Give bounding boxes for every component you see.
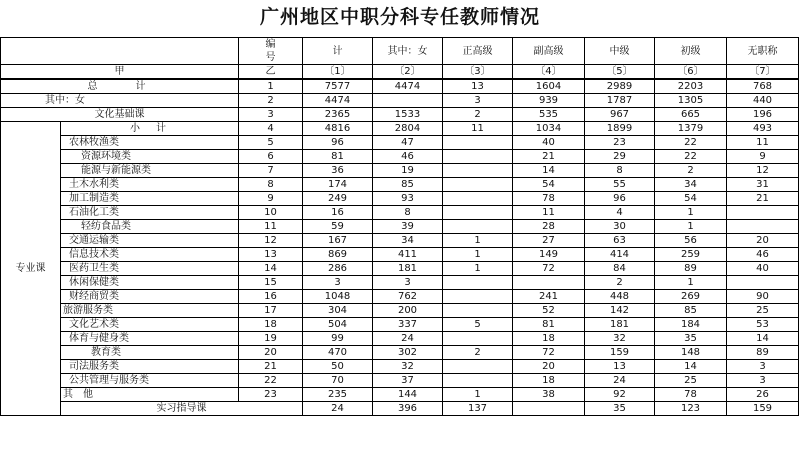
row-label[interactable]: 实习指导课 (61, 402, 303, 416)
row-label[interactable]: 农林牧渔类 (61, 136, 239, 150)
cell-intermediate[interactable]: 123 (655, 402, 727, 416)
table-row (1, 234, 799, 248)
cell-junior[interactable]: 54 (655, 192, 727, 206)
row-number[interactable]: 22 (239, 374, 303, 388)
cell-total[interactable]: 869 (303, 248, 373, 262)
subheader-yi-cell[interactable]: 乙 (239, 65, 303, 80)
table-row (1, 164, 799, 178)
cell-female[interactable]: 47 (373, 136, 443, 150)
cell-senior-full[interactable] (443, 360, 513, 374)
cell-total[interactable]: 1048 (303, 290, 373, 304)
table-row (1, 122, 799, 136)
row-number[interactable]: 20 (239, 346, 303, 360)
cell-senior-full[interactable]: 5 (443, 318, 513, 332)
cell-senior-full[interactable] (443, 374, 513, 388)
cell-intermediate[interactable]: 2989 (585, 79, 655, 94)
header-serial-cell[interactable] (239, 38, 303, 65)
header-col-senior-full[interactable]: 正高级 (443, 38, 513, 65)
table-row (1, 108, 799, 122)
row-number[interactable]: 12 (239, 234, 303, 248)
cell-senior-full[interactable] (443, 150, 513, 164)
cell-female[interactable]: 302 (373, 346, 443, 360)
cell-total[interactable]: 96 (303, 136, 373, 150)
subheader-code-5[interactable]: 〔5〕 (585, 65, 655, 80)
table-row (1, 150, 799, 164)
cell-female[interactable]: 39 (373, 220, 443, 234)
cell-total[interactable]: 70 (303, 374, 373, 388)
cell-female[interactable]: 144 (373, 388, 443, 402)
table-title: 广州地区中职分科专任教师情况 (259, 6, 540, 28)
cell-untitled[interactable] (727, 220, 799, 234)
cell-junior[interactable]: 665 (655, 108, 727, 122)
cell-total[interactable]: 4816 (303, 122, 373, 136)
table-row (1, 276, 799, 290)
row-label[interactable]: 能源与新能源类 (61, 164, 239, 178)
cell-female[interactable]: 137 (443, 402, 513, 416)
table-row (1, 374, 799, 388)
cell-senior-associate[interactable]: 81 (513, 318, 585, 332)
cell-senior-full[interactable] (443, 164, 513, 178)
table-row (1, 178, 799, 192)
cell-senior-full[interactable]: 1 (443, 388, 513, 402)
cell-intermediate[interactable]: 4 (585, 206, 655, 220)
cell-intermediate[interactable]: 96 (585, 192, 655, 206)
row-label[interactable]: 石油化工类 (61, 206, 239, 220)
cell-untitled[interactable]: 11 (727, 136, 799, 150)
row-number[interactable]: 21 (239, 360, 303, 374)
cell-female[interactable]: 4474 (373, 79, 443, 94)
header-col-intermediate[interactable]: 中级 (585, 38, 655, 65)
cell-junior[interactable]: 1305 (655, 94, 727, 108)
table-row (1, 318, 799, 332)
cell-female[interactable]: 2804 (373, 122, 443, 136)
header-row (1, 38, 799, 65)
cell-senior-associate[interactable]: 21 (513, 150, 585, 164)
table-row (1, 402, 799, 416)
cell-intermediate[interactable]: 1787 (585, 94, 655, 108)
subheader-code-3[interactable]: 〔3〕 (443, 65, 513, 80)
cell-female[interactable]: 1533 (373, 108, 443, 122)
header-blank-cell[interactable] (1, 38, 239, 65)
cell-junior[interactable]: 14 (655, 360, 727, 374)
row-number[interactable]: 10 (239, 206, 303, 220)
cell-senior-associate[interactable]: 72 (513, 262, 585, 276)
cell-junior[interactable]: 1 (655, 220, 727, 234)
cell-junior[interactable]: 2203 (655, 79, 727, 94)
cell-female[interactable]: 85 (373, 178, 443, 192)
row-label[interactable]: 文化基础课 (1, 108, 239, 122)
row-label[interactable]: 资源环境类 (61, 150, 239, 164)
cell-intermediate[interactable]: 142 (585, 304, 655, 318)
cell-junior[interactable]: 159 (727, 402, 799, 416)
cell-senior-associate[interactable]: 40 (513, 136, 585, 150)
cell-intermediate[interactable]: 2 (585, 276, 655, 290)
cell-senior-full[interactable] (443, 220, 513, 234)
cell-intermediate[interactable]: 159 (585, 346, 655, 360)
table-row (1, 79, 799, 94)
cell-intermediate[interactable]: 29 (585, 150, 655, 164)
cell-untitled[interactable]: 90 (727, 290, 799, 304)
subheader-jia-cell[interactable]: 甲 (1, 65, 239, 80)
table-row (1, 136, 799, 150)
cell-senior-full[interactable] (443, 332, 513, 346)
row-number[interactable]: 14 (239, 262, 303, 276)
cell-junior[interactable]: 1 (655, 276, 727, 290)
row-number[interactable]: 15 (239, 276, 303, 290)
table-row (1, 262, 799, 276)
cell-untitled[interactable] (727, 276, 799, 290)
cell-senior-full[interactable] (443, 206, 513, 220)
cell-untitled[interactable]: 20 (727, 234, 799, 248)
cell-junior[interactable]: 56 (655, 234, 727, 248)
cell-junior[interactable]: 1379 (655, 122, 727, 136)
cell-junior[interactable]: 22 (655, 136, 727, 150)
cell-intermediate[interactable]: 24 (585, 374, 655, 388)
cell-intermediate[interactable]: 63 (585, 234, 655, 248)
header-col-female[interactable]: 其中：女 (373, 38, 443, 65)
row-number[interactable]: 19 (239, 332, 303, 346)
cell-untitled[interactable]: 53 (727, 318, 799, 332)
cell-total[interactable]: 59 (303, 220, 373, 234)
cell-female[interactable] (373, 94, 443, 108)
cell-junior[interactable]: 148 (655, 346, 727, 360)
row-label[interactable]: 交通运输类 (61, 234, 239, 248)
cell-female[interactable]: 8 (373, 206, 443, 220)
cell-total[interactable]: 470 (303, 346, 373, 360)
cell-senior-full[interactable] (443, 276, 513, 290)
cell-intermediate[interactable]: 92 (585, 388, 655, 402)
row-number[interactable]: 24 (303, 402, 373, 416)
cell-total[interactable]: 3 (303, 276, 373, 290)
row-number[interactable]: 11 (239, 220, 303, 234)
cell-total[interactable]: 396 (373, 402, 443, 416)
cell-intermediate[interactable]: 23 (585, 136, 655, 150)
row-label[interactable]: 财经商贸类 (61, 290, 239, 304)
row-number[interactable]: 6 (239, 150, 303, 164)
cell-senior-associate[interactable]: 52 (513, 304, 585, 318)
cell-senior-associate[interactable]: 149 (513, 248, 585, 262)
cell-total[interactable]: 36 (303, 164, 373, 178)
group-label-cell[interactable]: 专业课 (1, 122, 61, 416)
row-label[interactable]: 其 他 (61, 388, 239, 402)
cell-senior-full[interactable] (443, 178, 513, 192)
cell-untitled[interactable]: 26 (727, 388, 799, 402)
row-number[interactable]: 5 (239, 136, 303, 150)
cell-junior[interactable]: 269 (655, 290, 727, 304)
cell-senior-associate[interactable] (513, 276, 585, 290)
row-label[interactable]: 医药卫生类 (61, 262, 239, 276)
cell-female[interactable]: 34 (373, 234, 443, 248)
row-number[interactable]: 9 (239, 192, 303, 206)
row-label[interactable]: 小 计 (61, 122, 239, 136)
cell-senior-full[interactable]: 1 (443, 248, 513, 262)
teacher-stats-table (0, 37, 799, 416)
cell-senior-full[interactable]: 1 (443, 234, 513, 248)
row-number[interactable]: 17 (239, 304, 303, 318)
cell-senior-full[interactable]: 2 (443, 108, 513, 122)
cell-senior-associate[interactable]: 14 (513, 164, 585, 178)
cell-untitled[interactable]: 12 (727, 164, 799, 178)
cell-senior-associate[interactable]: 54 (513, 178, 585, 192)
row-label[interactable]: 体育与健身类 (61, 332, 239, 346)
subheader-code-4[interactable]: 〔4〕 (513, 65, 585, 80)
row-label[interactable]: 信息技术类 (61, 248, 239, 262)
cell-senior-associate[interactable]: 35 (585, 402, 655, 416)
table-body (1, 38, 799, 416)
cell-intermediate[interactable]: 32 (585, 332, 655, 346)
cell-female[interactable]: 24 (373, 332, 443, 346)
cell-intermediate[interactable]: 448 (585, 290, 655, 304)
cell-untitled[interactable]: 14 (727, 332, 799, 346)
row-number[interactable]: 18 (239, 318, 303, 332)
cell-total[interactable]: 286 (303, 262, 373, 276)
cell-total[interactable]: 304 (303, 304, 373, 318)
cell-intermediate[interactable]: 414 (585, 248, 655, 262)
table-row (1, 206, 799, 220)
cell-senior-full[interactable]: 2 (443, 346, 513, 360)
row-label[interactable]: 土木水利类 (61, 178, 239, 192)
cell-senior-full[interactable] (443, 192, 513, 206)
subheader-code-1[interactable]: 〔1〕 (303, 65, 373, 80)
cell-total[interactable]: 99 (303, 332, 373, 346)
header-serial-line2: 号 (265, 52, 276, 63)
cell-untitled[interactable]: 196 (727, 108, 799, 122)
header-col-untitled[interactable]: 无职称 (727, 38, 799, 65)
cell-untitled[interactable]: 9 (727, 150, 799, 164)
cell-senior-full[interactable] (443, 304, 513, 318)
cell-intermediate[interactable]: 84 (585, 262, 655, 276)
cell-untitled[interactable]: 89 (727, 346, 799, 360)
cell-untitled[interactable]: 768 (727, 79, 799, 94)
row-label[interactable]: 休闲保健类 (61, 276, 239, 290)
cell-junior[interactable]: 89 (655, 262, 727, 276)
cell-senior-full[interactable]: 13 (443, 79, 513, 94)
cell-female[interactable]: 19 (373, 164, 443, 178)
subheader-code-2[interactable]: 〔2〕 (373, 65, 443, 80)
row-number[interactable]: 2 (239, 94, 303, 108)
cell-female[interactable]: 337 (373, 318, 443, 332)
row-label[interactable]: 其中：女 (1, 94, 239, 108)
cell-senior-associate[interactable]: 18 (513, 332, 585, 346)
cell-senior-associate[interactable]: 20 (513, 360, 585, 374)
cell-total[interactable]: 174 (303, 178, 373, 192)
cell-untitled[interactable]: 40 (727, 262, 799, 276)
cell-junior[interactable]: 34 (655, 178, 727, 192)
cell-senior-associate[interactable]: 78 (513, 192, 585, 206)
header-col-senior-associate[interactable]: 副高级 (513, 38, 585, 65)
cell-total[interactable]: 249 (303, 192, 373, 206)
row-label[interactable]: 文化艺术类 (61, 318, 239, 332)
cell-senior-associate[interactable]: 27 (513, 234, 585, 248)
cell-female[interactable]: 3 (373, 276, 443, 290)
cell-untitled[interactable]: 3 (727, 360, 799, 374)
cell-total[interactable]: 7577 (303, 79, 373, 94)
cell-female[interactable]: 762 (373, 290, 443, 304)
cell-total[interactable]: 4474 (303, 94, 373, 108)
cell-senior-full[interactable]: 1 (443, 262, 513, 276)
table-row (1, 388, 799, 402)
table-row (1, 360, 799, 374)
row-label[interactable]: 加工制造类 (61, 192, 239, 206)
cell-intermediate[interactable]: 967 (585, 108, 655, 122)
cell-total[interactable]: 167 (303, 234, 373, 248)
row-label[interactable]: 司法服务类 (61, 360, 239, 374)
cell-junior[interactable]: 184 (655, 318, 727, 332)
header-col-junior[interactable]: 初级 (655, 38, 727, 65)
row-number[interactable]: 13 (239, 248, 303, 262)
table-row (1, 290, 799, 304)
table-row (1, 192, 799, 206)
header-serial-line1: 编 (265, 39, 276, 50)
cell-total[interactable]: 81 (303, 150, 373, 164)
cell-total[interactable]: 235 (303, 388, 373, 402)
cell-untitled[interactable]: 440 (727, 94, 799, 108)
cell-senior-full[interactable] (513, 402, 585, 416)
cell-senior-associate[interactable]: 939 (513, 94, 585, 108)
cell-untitled[interactable]: 493 (727, 122, 799, 136)
cell-junior[interactable]: 25 (655, 374, 727, 388)
subheader-code-7[interactable]: 〔7〕 (727, 65, 799, 80)
cell-junior[interactable]: 2 (655, 164, 727, 178)
table-row (1, 248, 799, 262)
cell-female[interactable]: 181 (373, 262, 443, 276)
cell-senior-associate[interactable]: 1604 (513, 79, 585, 94)
cell-junior[interactable]: 259 (655, 248, 727, 262)
row-label[interactable]: 公共管理与服务类 (61, 374, 239, 388)
row-number[interactable]: 1 (239, 79, 303, 94)
cell-total[interactable]: 504 (303, 318, 373, 332)
row-number[interactable]: 3 (239, 108, 303, 122)
row-label[interactable]: 旅游服务类 (61, 304, 239, 318)
cell-junior[interactable]: 35 (655, 332, 727, 346)
cell-intermediate[interactable]: 8 (585, 164, 655, 178)
cell-intermediate[interactable]: 13 (585, 360, 655, 374)
cell-junior[interactable]: 1 (655, 206, 727, 220)
table-row (1, 94, 799, 108)
cell-female[interactable]: 93 (373, 192, 443, 206)
cell-untitled[interactable] (727, 206, 799, 220)
cell-female[interactable]: 37 (373, 374, 443, 388)
cell-senior-full[interactable]: 3 (443, 94, 513, 108)
row-number[interactable]: 4 (239, 122, 303, 136)
cell-untitled[interactable]: 3 (727, 374, 799, 388)
cell-intermediate[interactable]: 181 (585, 318, 655, 332)
cell-senior-full[interactable]: 11 (443, 122, 513, 136)
subheader-row (1, 65, 799, 80)
table-row (1, 304, 799, 318)
header-col-total[interactable]: 计 (303, 38, 373, 65)
cell-untitled[interactable]: 25 (727, 304, 799, 318)
cell-senior-associate[interactable]: 535 (513, 108, 585, 122)
cell-female[interactable]: 46 (373, 150, 443, 164)
cell-senior-associate[interactable]: 11 (513, 206, 585, 220)
cell-untitled[interactable]: 31 (727, 178, 799, 192)
table-row (1, 332, 799, 346)
row-number[interactable]: 8 (239, 178, 303, 192)
row-label[interactable]: 教育类 (61, 346, 239, 360)
cell-intermediate[interactable]: 1899 (585, 122, 655, 136)
cell-junior[interactable]: 22 (655, 150, 727, 164)
cell-senior-associate[interactable]: 28 (513, 220, 585, 234)
cell-junior[interactable]: 78 (655, 388, 727, 402)
table-row (1, 220, 799, 234)
row-label[interactable]: 总 计 (1, 79, 239, 94)
cell-untitled[interactable]: 21 (727, 192, 799, 206)
cell-untitled[interactable]: 46 (727, 248, 799, 262)
cell-senior-associate[interactable]: 18 (513, 374, 585, 388)
row-label[interactable]: 轻纺食品类 (61, 220, 239, 234)
cell-female[interactable]: 411 (373, 248, 443, 262)
row-number[interactable]: 7 (239, 164, 303, 178)
cell-senior-full[interactable] (443, 290, 513, 304)
cell-senior-full[interactable] (443, 136, 513, 150)
cell-female[interactable]: 200 (373, 304, 443, 318)
cell-total[interactable]: 16 (303, 206, 373, 220)
cell-senior-associate[interactable]: 241 (513, 290, 585, 304)
cell-senior-associate[interactable]: 38 (513, 388, 585, 402)
cell-intermediate[interactable]: 55 (585, 178, 655, 192)
cell-junior[interactable]: 85 (655, 304, 727, 318)
table-row (1, 346, 799, 360)
cell-intermediate[interactable]: 30 (585, 220, 655, 234)
subheader-code-6[interactable]: 〔6〕 (655, 65, 727, 80)
row-number[interactable]: 16 (239, 290, 303, 304)
cell-female[interactable]: 32 (373, 360, 443, 374)
cell-total[interactable]: 2365 (303, 108, 373, 122)
row-number[interactable]: 23 (239, 388, 303, 402)
cell-total[interactable]: 50 (303, 360, 373, 374)
cell-senior-associate[interactable]: 72 (513, 346, 585, 360)
cell-senior-associate[interactable]: 1034 (513, 122, 585, 136)
